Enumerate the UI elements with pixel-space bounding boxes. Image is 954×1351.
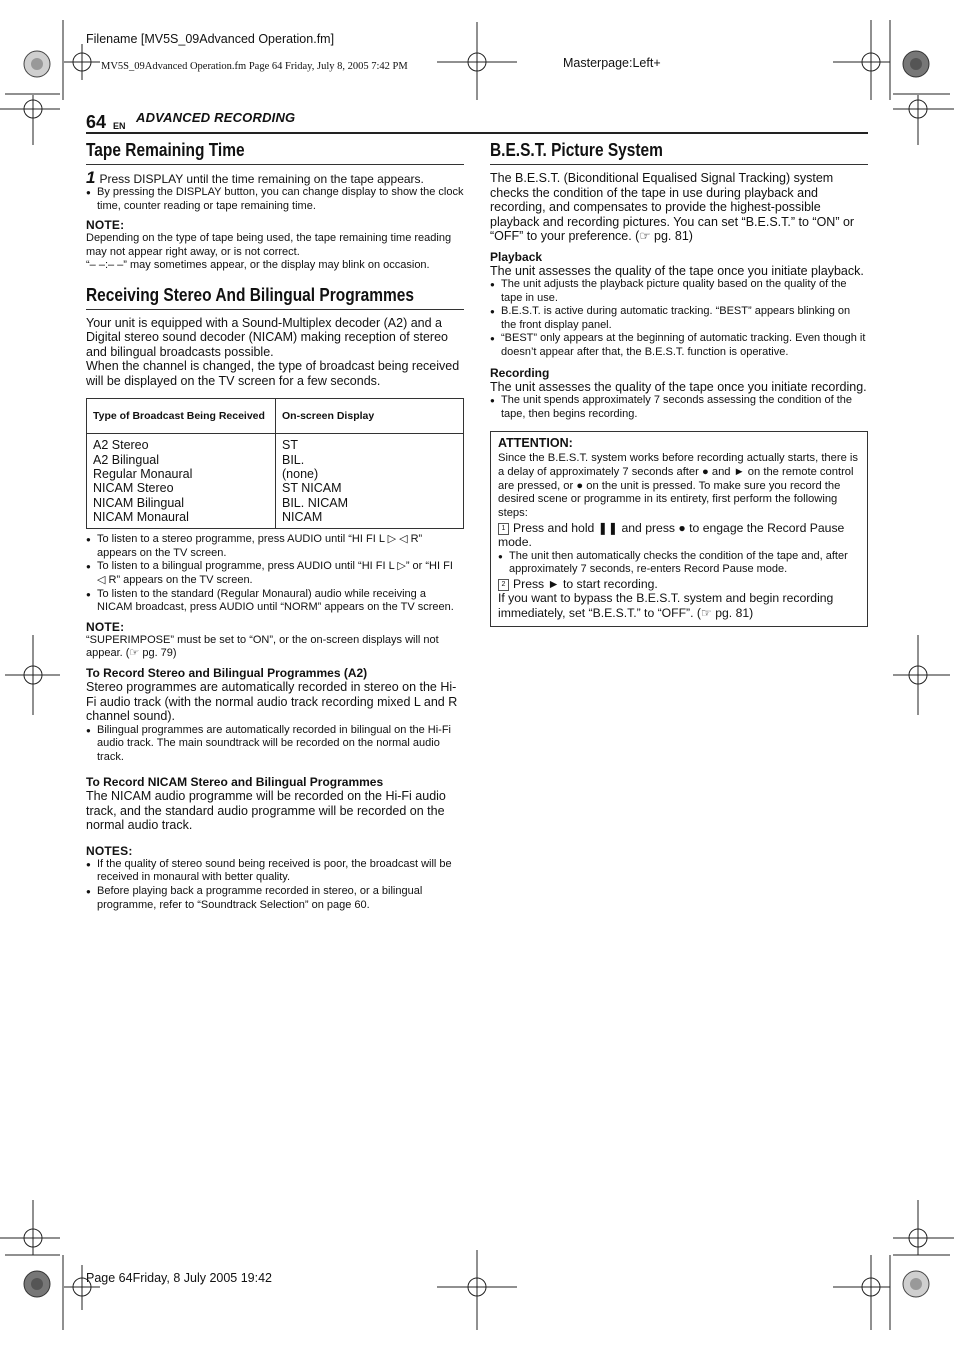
list-item: ● The unit spends approximately 7 seconds assessing the condition of the tape, then begins recording. (490, 394, 868, 421)
attention-step-1 (498, 521, 860, 550)
header-masterpage: Masterpage:Left+ (563, 56, 661, 70)
tape-remaining-heading: Tape Remaining Time (86, 140, 245, 160)
table-cell: BIL. NICAM (282, 495, 348, 510)
playback-subheading: Playback (490, 249, 543, 264)
notes-label: NOTES: (86, 843, 133, 858)
table-cell: A2 Bilingual (93, 452, 160, 467)
table-cell-displays (276, 434, 464, 529)
table-cell: ST (282, 438, 298, 453)
stereo-intro: Your unit is equipped with a Sound-Multiplex decoder (A2) and a Digital stereo sound decoder (NICAM) making reception of stereo and bilingual broadcasts possible. (86, 315, 448, 359)
page-language: EN (113, 121, 126, 131)
tape-note-label: NOTE: (86, 218, 125, 233)
step-text: Press DISPLAY until the time remaining on the tape appears. (99, 172, 424, 186)
table-cell: NICAM Stereo (93, 481, 174, 496)
list-item: ● To listen to the standard (Regular Monaural) audio while receiving a NICAM broadcast, press AUDIO until “NORM” appears on the TV screen. (86, 588, 464, 615)
footer-stamp: Page 64Friday, 8 July 2005 19:42 (86, 1271, 273, 1285)
table-header-type: Type of Broadcast Being Received (87, 399, 276, 434)
stereo-intro-2: When the channel is changed, the type of broadcast being received will be displayed on the TV screen for a few seconds. (86, 359, 460, 388)
stereo-bullets (86, 533, 464, 615)
list-item: ● The unit then automatically checks the condition of the tape and, after approximately 7 seconds, re-enters Record Pause mode. (498, 550, 860, 577)
table-header-display: On-screen Display (276, 399, 464, 434)
right-column (490, 140, 868, 627)
playback-bullets (490, 278, 868, 360)
playback-text: The unit assesses the quality of the tape once you initiate playback. (490, 263, 864, 278)
tape-step (86, 168, 464, 187)
a2-bullets (86, 724, 464, 765)
step-number-box: 1 (498, 523, 509, 535)
list-item: ● Bilingual programmes are automatically recorded in bilingual on the Hi-Fi audio track. The main soundtrack will be recorded on the normal audio track. (86, 724, 464, 765)
a2-subheading: To Record Stereo and Bilingual Programmes (A2) (86, 666, 368, 680)
table-cell: A2 Stereo (93, 438, 149, 453)
page-header (86, 108, 868, 134)
tape-note-text-2: “– –:– –” may sometimes appear, or the display may blink on occasion. (86, 259, 430, 272)
tape-bullets (86, 186, 464, 213)
section-title: ADVANCED RECORDING (136, 110, 296, 125)
a2-text: Stereo programmes are automatically recorded in stereo on the Hi-Fi audio track (with the normal audio track recording mixed L and R channel sound). (86, 680, 458, 723)
table-cell: NICAM (282, 509, 323, 524)
step-text: Press and hold ❚❚ and press ● to engage the Record Pause mode. (498, 520, 845, 550)
notes-list (86, 858, 464, 912)
attention-box (490, 431, 868, 627)
table-cell: Regular Monaural (93, 467, 193, 482)
list-item: ● B.E.S.T. is active during automatic tracking. “BEST” appears blinking on the front display panel. (490, 305, 868, 332)
stereo-heading: Receiving Stereo And Bilingual Programmes (86, 284, 415, 305)
step-number: 1 (86, 168, 96, 187)
table-cell: NICAM Monaural (93, 509, 189, 524)
list-item: ● The unit adjusts the playback picture quality based on the quality of the tape in use. (490, 278, 868, 305)
recording-bullets (490, 394, 868, 421)
list-item: ● Before playing back a programme recorded in stereo, or a bilingual programme, refer to “Soundtrack Selection” on page 60. (86, 885, 464, 912)
best-intro: The B.E.S.T. (Biconditional Equalised Signal Tracking) system checks the condition of the tape in use during playback and recording, and compensates to provide the highest-possible playback and recording pictures. You can set “B.E.S.T.” to “ON” or “OFF” to your preference. (☞ pg. 81) (490, 171, 855, 243)
step-text: Press ► to start recording. (513, 576, 658, 591)
attention-closing: If you want to bypass the B.E.S.T. system and begin recording immediately, set “B.E.S.T.” to “OFF”. (☞ pg. 81) (498, 591, 834, 620)
list-item: ● “BEST” only appears at the beginning of automatic tracking. Even though it doesn’t appear after that, the B.E.S.T. function is operative. (490, 332, 868, 359)
table-cell-types (87, 434, 276, 529)
attention-text: Since the B.E.S.T. system works before recording actually starts, there is a delay of approximately 7 seconds after ● and ► on the remote control are pressed, or ● on the unit is pressed. To make sure you record the desired scene or programme in its entirety, first perform the following steps: (498, 452, 859, 520)
stereo-note-label: NOTE: (86, 619, 125, 634)
nicam-subheading: To Record NICAM Stereo and Bilingual Programmes (86, 775, 384, 790)
broadcast-table (86, 398, 464, 529)
list-item: ● If the quality of stereo sound being received is poor, the broadcast will be received in monaural with better quality. (86, 858, 464, 885)
list-item: ● To listen to a stereo programme, press AUDIO until “HI FI L ▷ ◁ R” appears on the TV screen. (86, 533, 464, 560)
page-number: 64 (86, 112, 107, 132)
list-item: ● To listen to a bilingual programme, press AUDIO until “HI FI L ▷” or “HI FI ◁ R” appears on the TV screen. (86, 560, 464, 587)
header-stamp: MV5S_09Advanced Operation.fm Page 64 Friday, July 8, 2005 7:42 PM (101, 61, 408, 72)
nicam-text: The NICAM audio programme will be recorded on the Hi-Fi audio track, and the standard audio programme will be recorded on the normal audio track. (86, 789, 446, 833)
table-cell: ST NICAM (282, 481, 342, 496)
header-filename: Filename [MV5S_09Advanced Operation.fm] (86, 32, 335, 46)
attention-title: ATTENTION: (498, 436, 573, 451)
recording-subheading: Recording (490, 365, 550, 380)
table-cell: BIL. (282, 452, 305, 467)
attention-bullets (498, 550, 860, 577)
table-cell: NICAM Bilingual (93, 495, 185, 510)
recording-text: The unit assesses the quality of the tape once you initiate recording. (490, 379, 867, 394)
best-heading: B.E.S.T. Picture System (490, 140, 663, 160)
list-item: ● By pressing the DISPLAY button, you can change display to show the clock time, counter reading or tape remaining time. (86, 186, 464, 213)
table-cell: (none) (282, 467, 319, 482)
tape-note-text: Depending on the type of tape being used, the tape remaining time reading may not appear right away, or is not correct. (86, 232, 452, 258)
attention-step-2 (498, 577, 860, 592)
step-number-box: 2 (498, 579, 509, 591)
left-column (86, 140, 464, 912)
stereo-note-text: “SUPERIMPOSE” must be set to “ON”, or the on-screen displays will not appear. (☞ pg. 79) (86, 633, 439, 660)
